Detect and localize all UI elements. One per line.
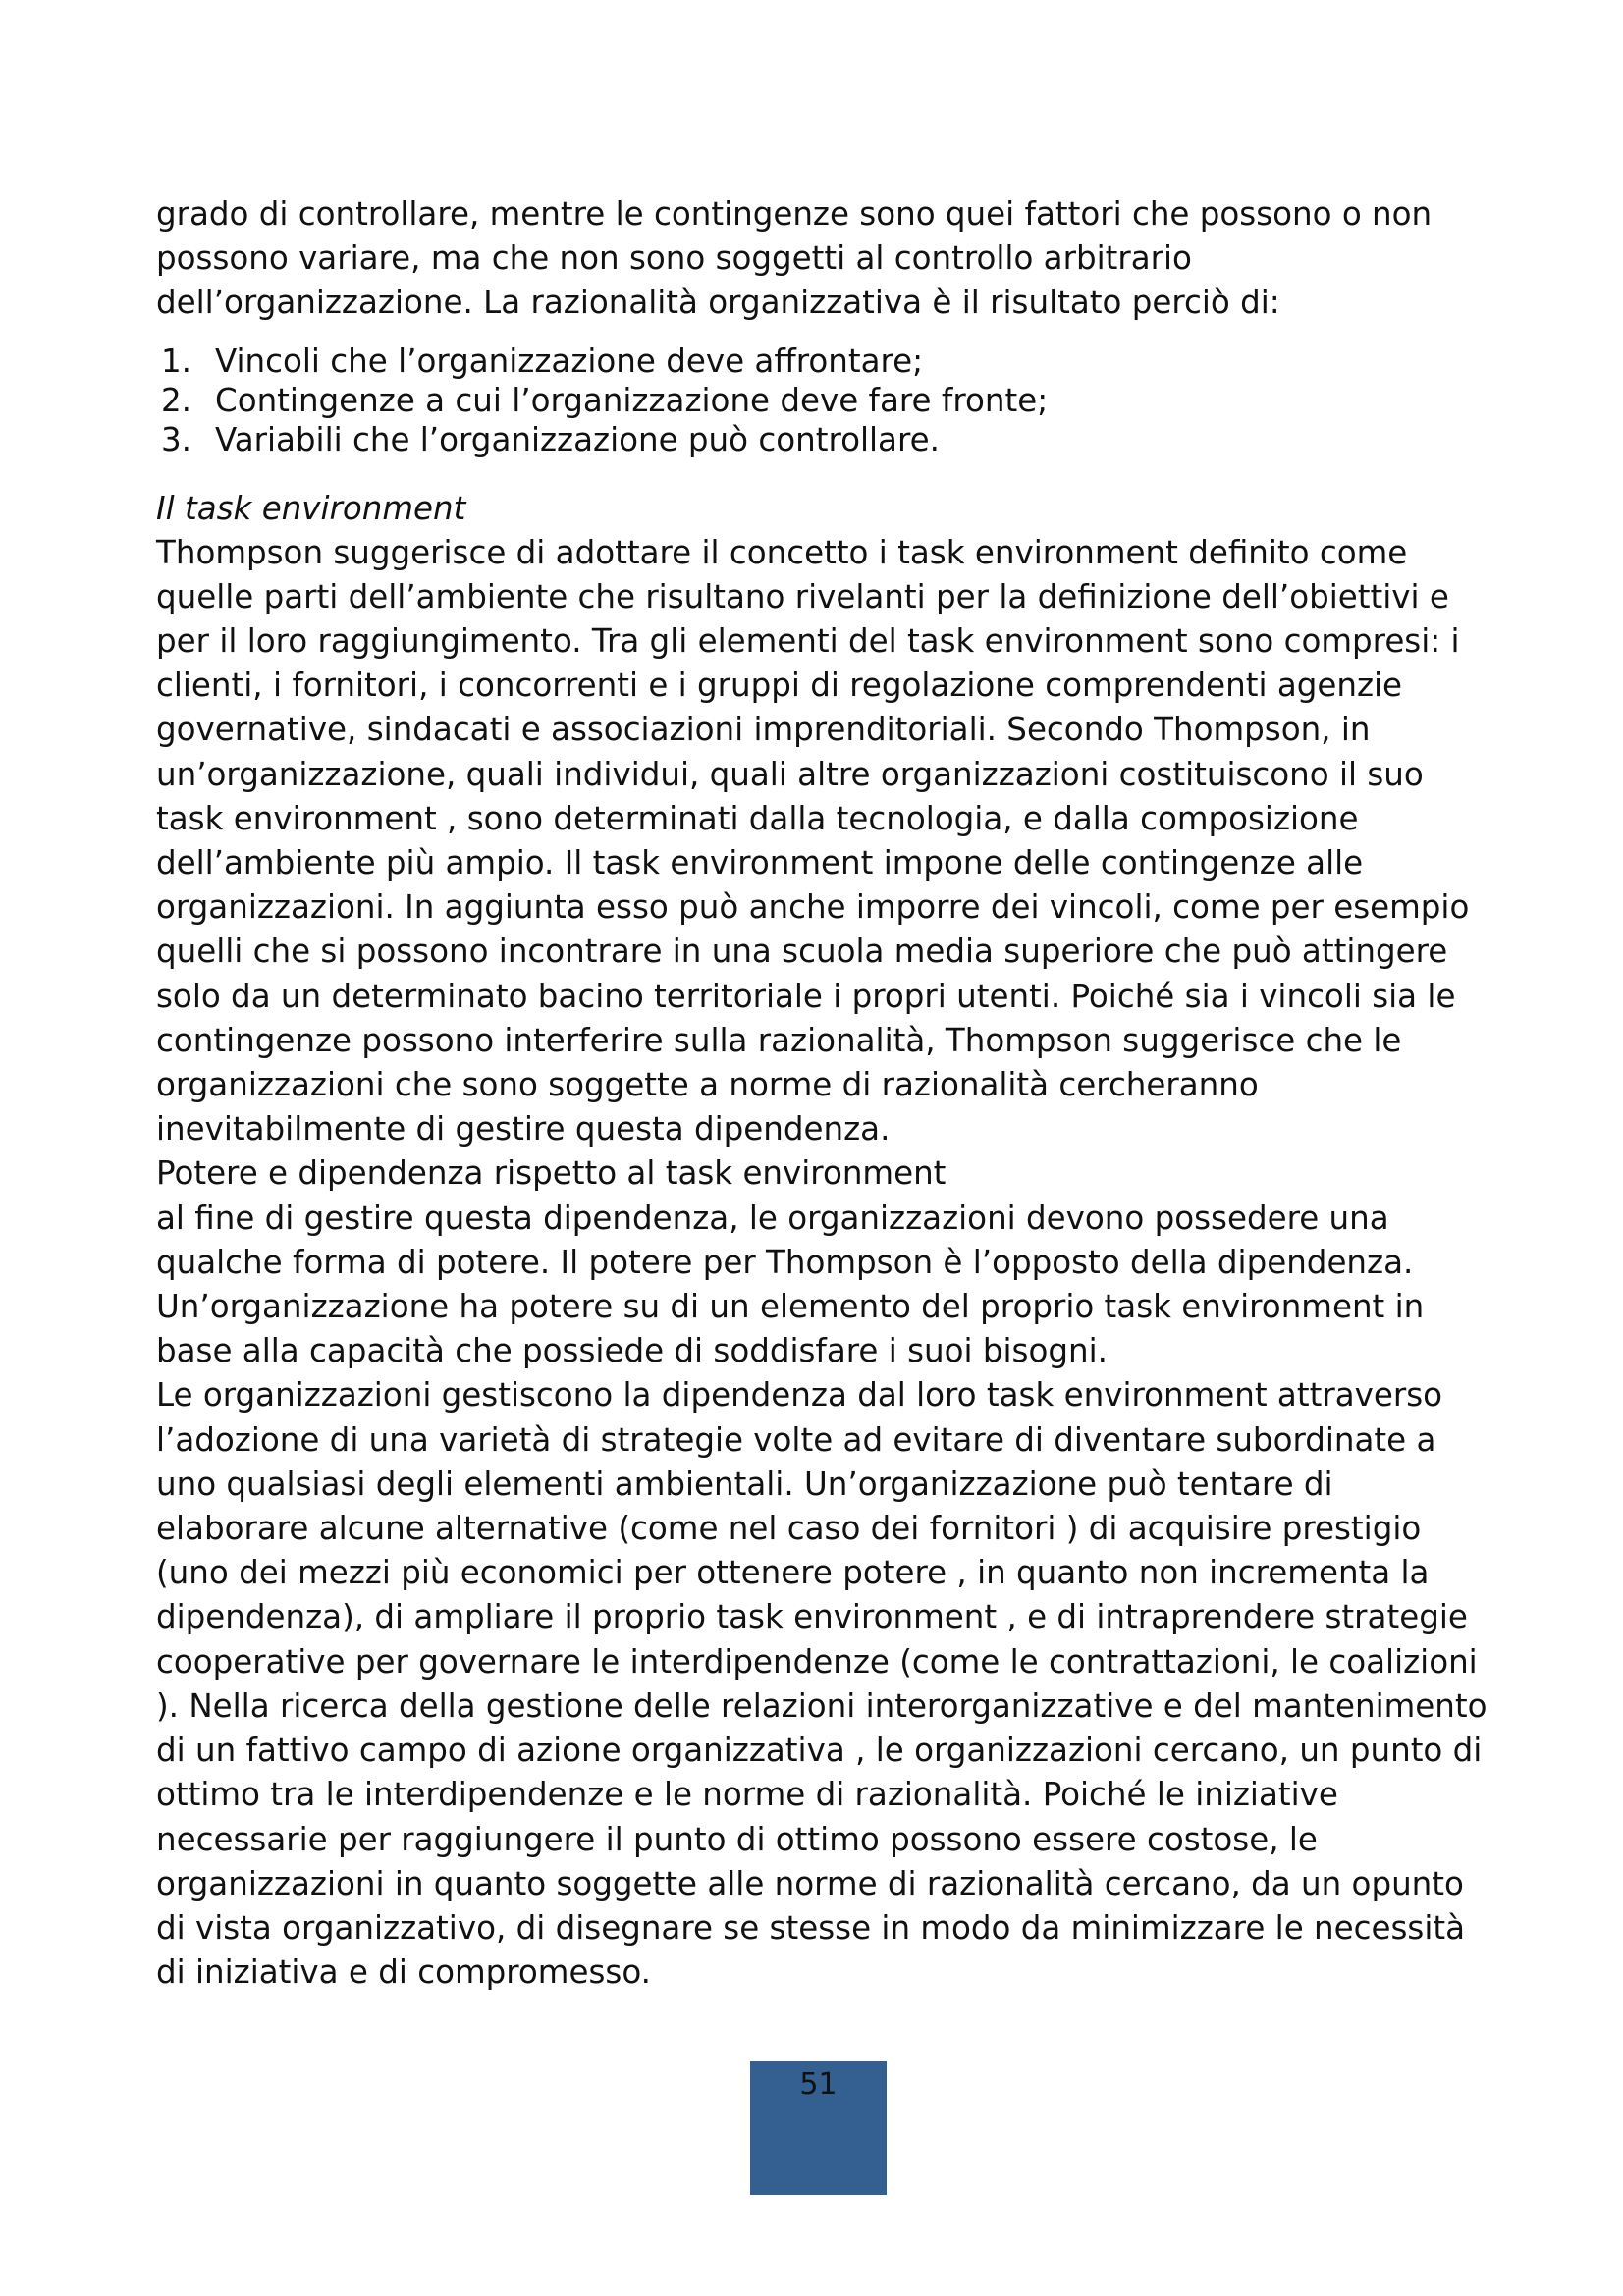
list-item-number: 2. bbox=[160, 381, 191, 419]
document-body bbox=[156, 192, 1491, 1995]
list-item-number: 3. bbox=[160, 420, 191, 458]
list-item-text: Contingenze a cui l’organizzazione deve fare fronte; bbox=[215, 381, 1049, 419]
list-item-text: Vincoli che l’organizzazione deve affrontare; bbox=[215, 342, 924, 380]
list-item-number: 1. bbox=[160, 342, 191, 380]
paragraph-power: al fine di gestire questa dipendenza, le organizzazioni devono possedere una qualche forma di potere. Il potere per Thompson è l’opposto della dipendenza. Un’organizzazione ha potere su di un elemento del proprio task environment in base alla capacità che possiede di soddisfare i suoi bisogni. bbox=[156, 1199, 1425, 1370]
list-item bbox=[156, 342, 1491, 381]
paragraph-strategies: Le organizzazioni gestiscono la dipendenza dal loro task environment attraverso l’adozione di una varietà di strategie volte ad evitare di diventare subordinate a uno qualsiasi degli elementi ambientali. Un’organizzazione può tentare di elaborare alcune alternative (come nel caso dei fornitori ) di acquisire prestigio (uno dei mezzi più economici per ottenere potere , in quanto non incrementa la dipendenza), di ampliare il proprio task environment , e di intraprendere strategie cooperative per governare le interdipendenze (come le contrattazioni, le coalizioni ). Nella ricerca della gestione delle relazioni interorganizzative e del mantenimento di un fattivo campo di azione organizzativa , le organizzazioni cercano, un punto di ottimo tra le interdipendenze e le norme di razionalità. Poiché le iniziative necessarie per raggiungere il punto di ottimo possono essere costose, le organizzazioni in quanto soggette alle norme di razionalità cercano, da un opunto di vista organizzativo, di disegnare se stesse in modo da minimizzare le necessità di iniziativa e di compromesso. bbox=[156, 1376, 1488, 1992]
list-item bbox=[156, 381, 1491, 420]
subheading-power-dependence: Potere e dipendenza rispetto al task environment bbox=[156, 1154, 947, 1193]
list-item bbox=[156, 420, 1491, 459]
page-number: 51 bbox=[799, 2067, 838, 2102]
paragraph-task-environment: Thompson suggerisce di adottare il concetto i task environment definito come quelle parti dell’ambiente che risultano rivelanti per la definizione dell’obiettivi e per il loro raggiungimento. Tra gli elementi del task environment sono compresi: i clienti, i fornitori, i concorrenti e i gruppi di regolazione comprendenti agenzie governative, sindacati e associazioni imprenditoriali. Secondo Thompson, in un’organizzazione, quali individui, quali altre organizzazioni costituiscono il suo task environment , sono determinati dalla tecnologia, e dalla composizione dell’ambiente più ampio. Il task environment impone delle contingenze alle organizzazioni. In aggiunta esso può anche imporre dei vincoli, come per esempio quelli che si possono incontrare in una scuola media superiore che può attingere solo da un determinato bacino territoriale i propri utenti. Poiché sia i vincoli sia le contingenze possono interferire sulla razionalità, Thompson suggerisce che le organizzazioni che sono soggette a norme di razionalità cercheranno inevitabilmente di gestire questa dipendenza. bbox=[156, 533, 1470, 1148]
section-title: Il task environment bbox=[156, 489, 466, 527]
numbered-list bbox=[156, 342, 1491, 459]
list-item-text: Variabili che l’organizzazione può controllare. bbox=[215, 420, 940, 458]
page-number-box bbox=[750, 2061, 887, 2195]
intro-paragraph: grado di controllare, mentre le contingenze sono quei fattori che possono o non possono variare, ma che non sono soggetti al controllo arbitrario dell’organizzazione. La razionalità organizzativa è il risultato perciò di: bbox=[156, 195, 1433, 322]
